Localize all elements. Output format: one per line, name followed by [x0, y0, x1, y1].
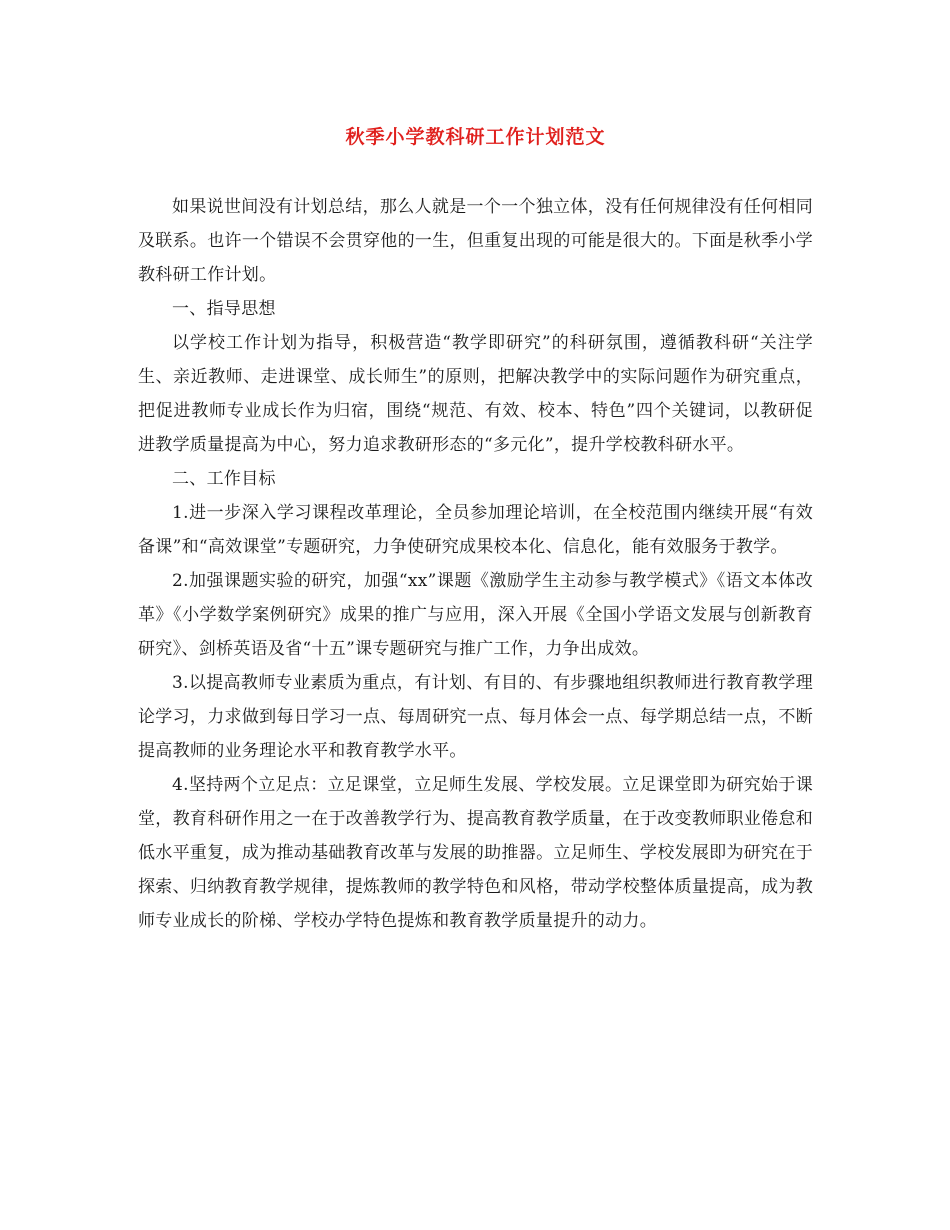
document-content	[138, 120, 813, 938]
intro-paragraph: 如果说世间没有计划总结，那么人就是一个一个独立体，没有任何规律没有任何相同及联系。也许一个错误不会贯穿他的一生，但重复出现的可能是很大的。下面是秋季小学教科研工作计划。	[138, 197, 813, 285]
guiding-ideology-paragraph: 以学校工作计划为指导，积极营造“教学即研究”的科研氛围，遵循教科研“关注学生、亲近教师、走进课堂、成长师生”的原则，把解决教学中的实际问题作为研究重点，把促进教师专业成长作为归宿，围绕“规范、有效、校本、特色”四个关键词，以教研促进教学质量提高为中心，努力追求教研形态的“多元化”，提升学校教科研水平。	[138, 333, 813, 455]
section-heading-work-goals: 二、工作目标	[172, 469, 276, 489]
goal-item-3: 3.以提高教师专业素质为重点，有计划、有目的、有步骤地组织教师进行教育教学理论学习，力求做到每日学习一点、每周研究一点、每月体会一点、每学期总结一点，不断提高教师的业务理论水平和教育教学水平。	[138, 673, 813, 761]
section-heading-guiding-ideology: 一、指导思想	[172, 299, 276, 319]
goal-item-4: 4.坚持两个立足点：立足课堂，立足师生发展、学校发展。立足课堂即为研究始于课堂，教育科研作用之一在于改善教学行为、提高教育教学质量，在于改变教师职业倦怠和低水平重复，成为推动基础教育改革与发展的助推器。立足师生、学校发展即为研究在于探索、归纳教育教学规律，提炼教师的教学特色和风格，带动学校整体质量提高，成为教师专业成长的阶梯、学校办学特色提炼和教育教学质量提升的动力。	[138, 775, 813, 931]
goal-item-2: 2.加强课题实验的研究，加强“xx”课题《激励学生主动参与教学模式》《语文本体改革》《小学数学案例研究》成果的推广与应用，深入开展《全国小学语文发展与创新教育研究》、剑桥英语及省“十五”课专题研究与推广工作，力争出成效。	[138, 571, 813, 659]
document-title: 秋季小学教科研工作计划范文	[345, 126, 606, 148]
goal-item-1: 1.进一步深入学习课程改革理论，全员参加理论培训，在全校范围内继续开展“有效备课”和“高效课堂”专题研究，力争使研究成果校本化、信息化，能有效服务于教学。	[138, 503, 813, 557]
